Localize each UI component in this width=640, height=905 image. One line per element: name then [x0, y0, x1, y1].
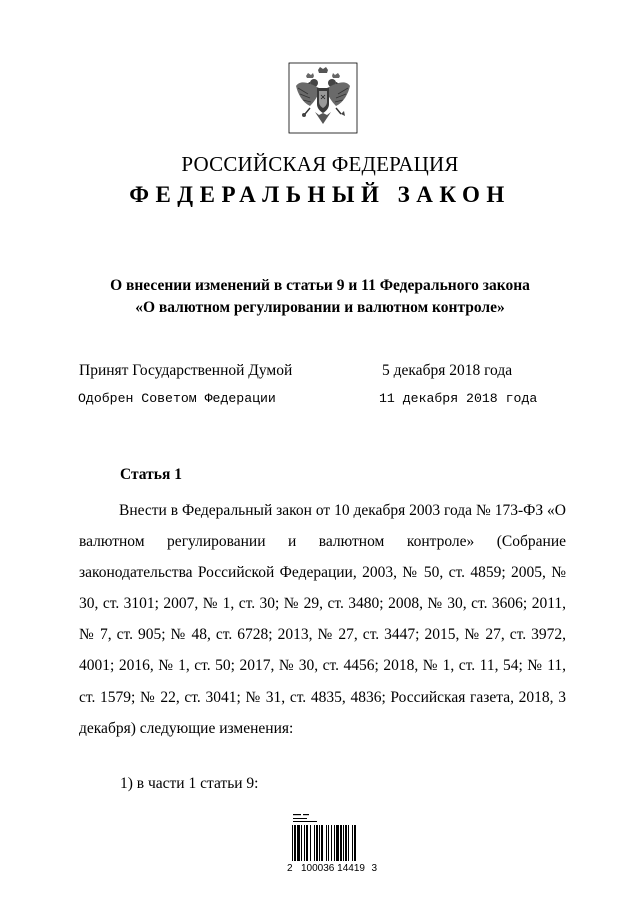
- law-title-line-1: О внесении изменений в статьи 9 и 11 Федерального закона: [110, 277, 530, 294]
- coat-of-arms-icon: [288, 62, 358, 134]
- adopted-label: Принят Государственной Думой: [79, 362, 293, 379]
- barcode-icon: [291, 812, 381, 862]
- law-title-line-2: «О валютном регулировании и валютном контроле»: [135, 299, 505, 316]
- barcode-digits-mid: 100036 14419: [301, 863, 365, 874]
- list-item: 1) в части 1 статьи 9:: [120, 775, 259, 792]
- barcode-digit-left: 2: [287, 863, 293, 874]
- document-kind: ФЕДЕРАЛЬНЫЙ ЗАКОН: [129, 182, 511, 207]
- approved-label: Одобрен Советом Федерации: [78, 391, 276, 406]
- country-name: РОССИЙСКАЯ ФЕДЕРАЦИЯ: [181, 152, 459, 176]
- barcode-digit-right: 3: [371, 863, 377, 874]
- article-paragraph: Внести в Федеральный закон от 10 декабря 2003 года № 173-ФЗ «О валютном регулировании и валютном контроле» (Собрание законодательства Российской Федерации, 2003, № 50, ст. 4859; 2005, № 30, ст. 3101; 2007, № 1, ст. 30; № 29, ст. 3480; 2008, № 30, ст. 3606; 2011, № 7, ст. 905; № 48, ст. 6728; 2013, № 27, ст. 3447; 2015, № 27, ст. 3972, 4001; 2016, № 1, ст. 50; 2017, № 30, ст. 4456; 2018, № 1, ст. 11, 54; № 11, ст. 1579; № 22, ст. 3041; № 31, ст. 4835, 4836; Российская газета, 2018, 3 декабря) следующие изменения:: [79, 502, 566, 737]
- approved-date: 11 декабря 2018 года: [379, 391, 538, 406]
- adopted-date: 5 декабря 2018 года: [382, 362, 513, 379]
- law-title: [0, 275, 640, 319]
- article-heading: Статья 1: [120, 466, 182, 483]
